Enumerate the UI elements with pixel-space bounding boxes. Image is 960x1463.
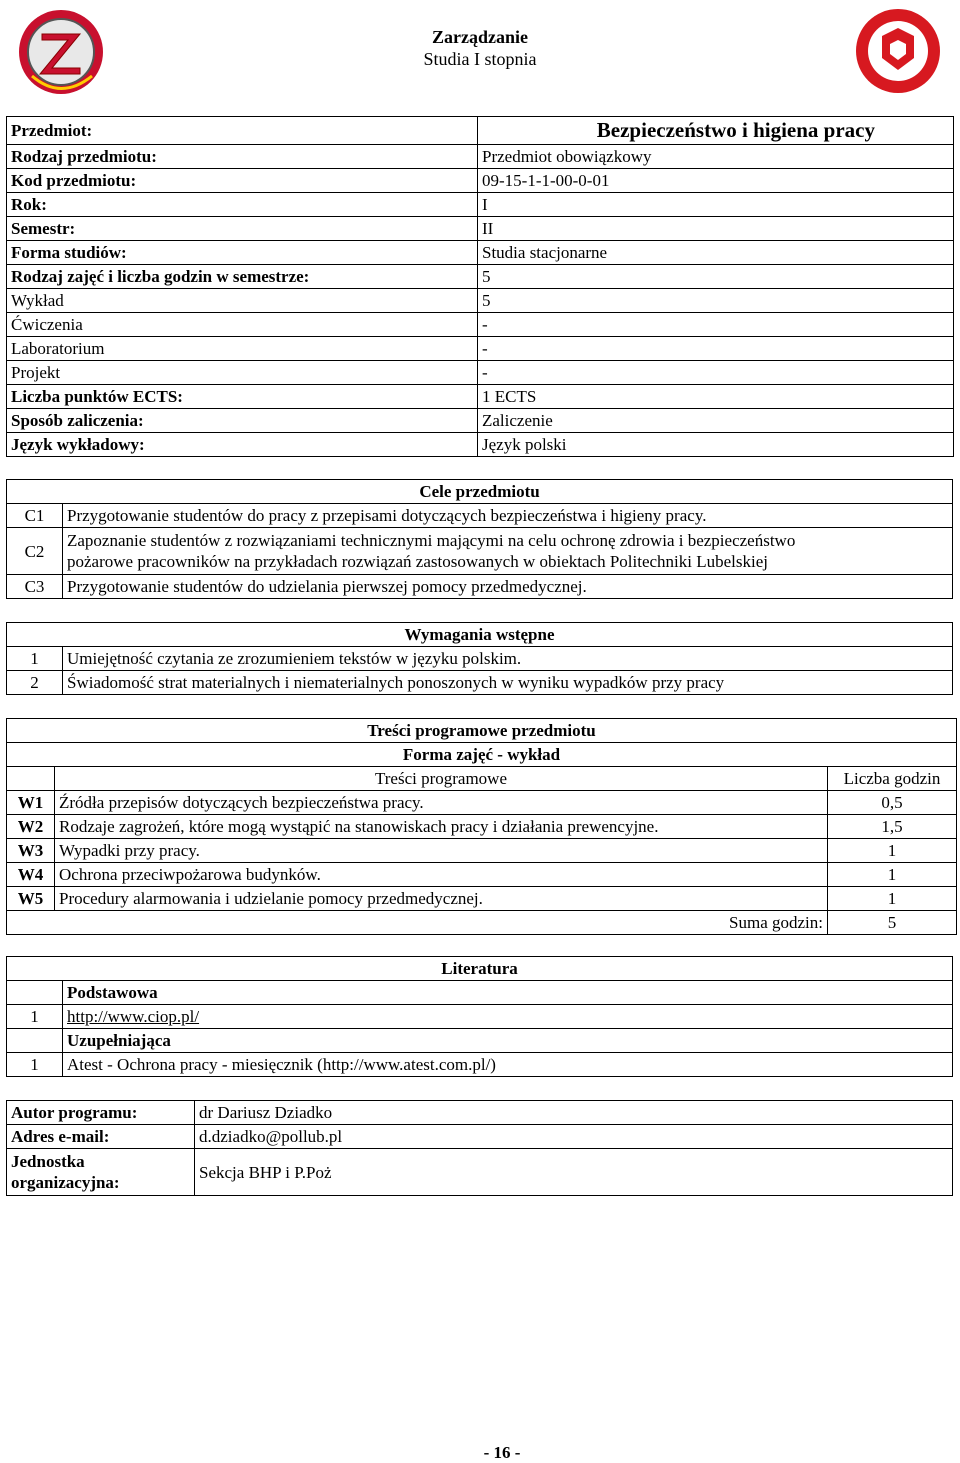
info-value: 5 (478, 265, 954, 289)
wymagania-heading: Wymagania wstępne (7, 623, 953, 647)
tresci-row (7, 791, 957, 815)
tresci-text: Źródła przepisów dotyczących bezpieczeństwa pracy. (55, 791, 828, 815)
tresci-code: W2 (7, 815, 55, 839)
info-label: Projekt (7, 361, 478, 385)
autor-table (6, 1100, 953, 1196)
unit-label (7, 1149, 195, 1196)
wymagania-code: 2 (7, 671, 63, 695)
tresci-row (7, 839, 957, 863)
tresci-col-content: Treści programowe (55, 767, 828, 791)
info-label: Forma studiów: (7, 241, 478, 265)
info-label: Laboratorium (7, 337, 478, 361)
info-label: Wykład (7, 289, 478, 313)
literatura-extra-empty (7, 1029, 63, 1053)
info-value: Zaliczenie (478, 409, 954, 433)
info-value: - (478, 337, 954, 361)
author-value: dr Dariusz Dziadko (195, 1101, 953, 1125)
unit-label-line1: Jednostka (11, 1152, 85, 1171)
literatura-code: 1 (7, 1005, 63, 1029)
info-value: Studia stacjonarne (478, 241, 954, 265)
course-info-table (6, 116, 954, 457)
cele-text: Przygotowanie studentów do udzielania pierwszej pomocy przedmedycznej. (63, 575, 953, 599)
tresci-heading: Treści programowe przedmiotu (7, 719, 957, 743)
info-value: 5 (478, 289, 954, 313)
tresci-text: Procedury alarmowania i udzielanie pomocy przedmedycznej. (55, 887, 828, 911)
info-label: Kod przedmiotu: (7, 169, 478, 193)
info-value: - (478, 313, 954, 337)
info-label: Ćwiczenia (7, 313, 478, 337)
przedmiot-value: Bezpieczeństwo i higiena pracy (478, 117, 954, 145)
przedmiot-label: Przedmiot: (7, 117, 478, 145)
cele-code: C3 (7, 575, 63, 599)
unit-label-line2: organizacyjna: (11, 1173, 120, 1192)
tresci-code: W1 (7, 791, 55, 815)
tresci-code: W3 (7, 839, 55, 863)
tresci-sum-empty (7, 911, 55, 935)
tresci-text: Ochrona przeciwpożarowa budynków. (55, 863, 828, 887)
author-label: Autor programu: (7, 1101, 195, 1125)
cele-code: C2 (7, 528, 63, 575)
email-label: Adres e-mail: (7, 1125, 195, 1149)
info-label: Rok: (7, 193, 478, 217)
tresci-hours: 1 (828, 887, 957, 911)
info-value: 09-15-1-1-00-0-01 (478, 169, 954, 193)
literatura-heading: Literatura (7, 957, 953, 981)
literatura-link-text[interactable]: http://www.ciop.pl/ (67, 1007, 200, 1026)
cele-code: C1 (7, 504, 63, 528)
page-number: - 16 - (483, 1443, 521, 1462)
tresci-code: W5 (7, 887, 55, 911)
wymagania-text: Umiejętność czytania ze zrozumieniem tekstów w języku polskim. (63, 647, 953, 671)
unit-value: Sekcja BHP i P.Poż (195, 1149, 953, 1196)
literatura-code: 1 (7, 1053, 63, 1077)
tresci-subheading: Forma zajęć - wykład (7, 743, 957, 767)
tresci-code: W4 (7, 863, 55, 887)
page-subtitle: Studia I stopnia (423, 49, 537, 69)
info-label: Rodzaj zajęć i liczba godzin w semestrze: (7, 265, 478, 289)
info-label: Sposób zaliczenia: (7, 409, 478, 433)
cele-text-line1: Zapoznanie studentów z rozwiązaniami technicznymi mającymi na celu ochronę zdrowia i bezpieczeństwo (67, 531, 796, 550)
info-label: Rodzaj przedmiotu: (7, 145, 478, 169)
tresci-hours: 0,5 (828, 791, 957, 815)
page-title: Zarządzanie (432, 27, 528, 47)
tresci-table (6, 718, 957, 935)
info-value: Język polski (478, 433, 954, 457)
literatura-text: Atest - Ochrona pracy - miesięcznik (http://www.atest.com.pl/) (63, 1053, 953, 1077)
tresci-sum-label: Suma godzin: (55, 911, 828, 935)
tresci-hours: 1 (828, 839, 957, 863)
wymagania-text: Świadomość strat materialnych i niematerialnych ponoszonych w wyniku wypadków przy pracy (63, 671, 953, 695)
tresci-header-empty (7, 767, 55, 791)
info-value: - (478, 361, 954, 385)
literatura-basic-label: Podstawowa (63, 981, 953, 1005)
tresci-text: Wypadki przy pracy. (55, 839, 828, 863)
cele-table (6, 479, 953, 599)
tresci-row (7, 887, 957, 911)
info-label: Liczba punktów ECTS: (7, 385, 478, 409)
info-label: Semestr: (7, 217, 478, 241)
info-value: 1 ECTS (478, 385, 954, 409)
tresci-hours: 1 (828, 863, 957, 887)
tresci-col-hours: Liczba godzin (828, 767, 957, 791)
tresci-text: Rodzaje zagrożeń, które mogą wystąpić na stanowiskach pracy i działania prewencyjne. (55, 815, 828, 839)
tresci-row (7, 863, 957, 887)
cele-text (63, 528, 953, 575)
wymagania-table (6, 622, 953, 695)
info-value: I (478, 193, 954, 217)
cele-text: Przygotowanie studentów do pracy z przepisami dotyczących bezpieczeństwa i higieny pracy. (63, 504, 953, 528)
tresci-sum-value: 5 (828, 911, 957, 935)
email-value[interactable]: d.dziadko@pollub.pl (195, 1125, 953, 1149)
tresci-row (7, 815, 957, 839)
wymagania-code: 1 (7, 647, 63, 671)
tresci-hours: 1,5 (828, 815, 957, 839)
literatura-link[interactable] (63, 1005, 953, 1029)
info-label: Język wykładowy: (7, 433, 478, 457)
cele-text-line2: pożarowe pracowników na przykładach rozwiązań zastosowanych w obiektach Politechniki Lubelskiej (67, 552, 769, 571)
literatura-table (6, 956, 953, 1077)
info-value: II (478, 217, 954, 241)
cele-heading: Cele przedmiotu (7, 480, 953, 504)
literatura-extra-label: Uzupełniająca (63, 1029, 953, 1053)
info-value: Przedmiot obowiązkowy (478, 145, 954, 169)
literatura-basic-empty (7, 981, 63, 1005)
